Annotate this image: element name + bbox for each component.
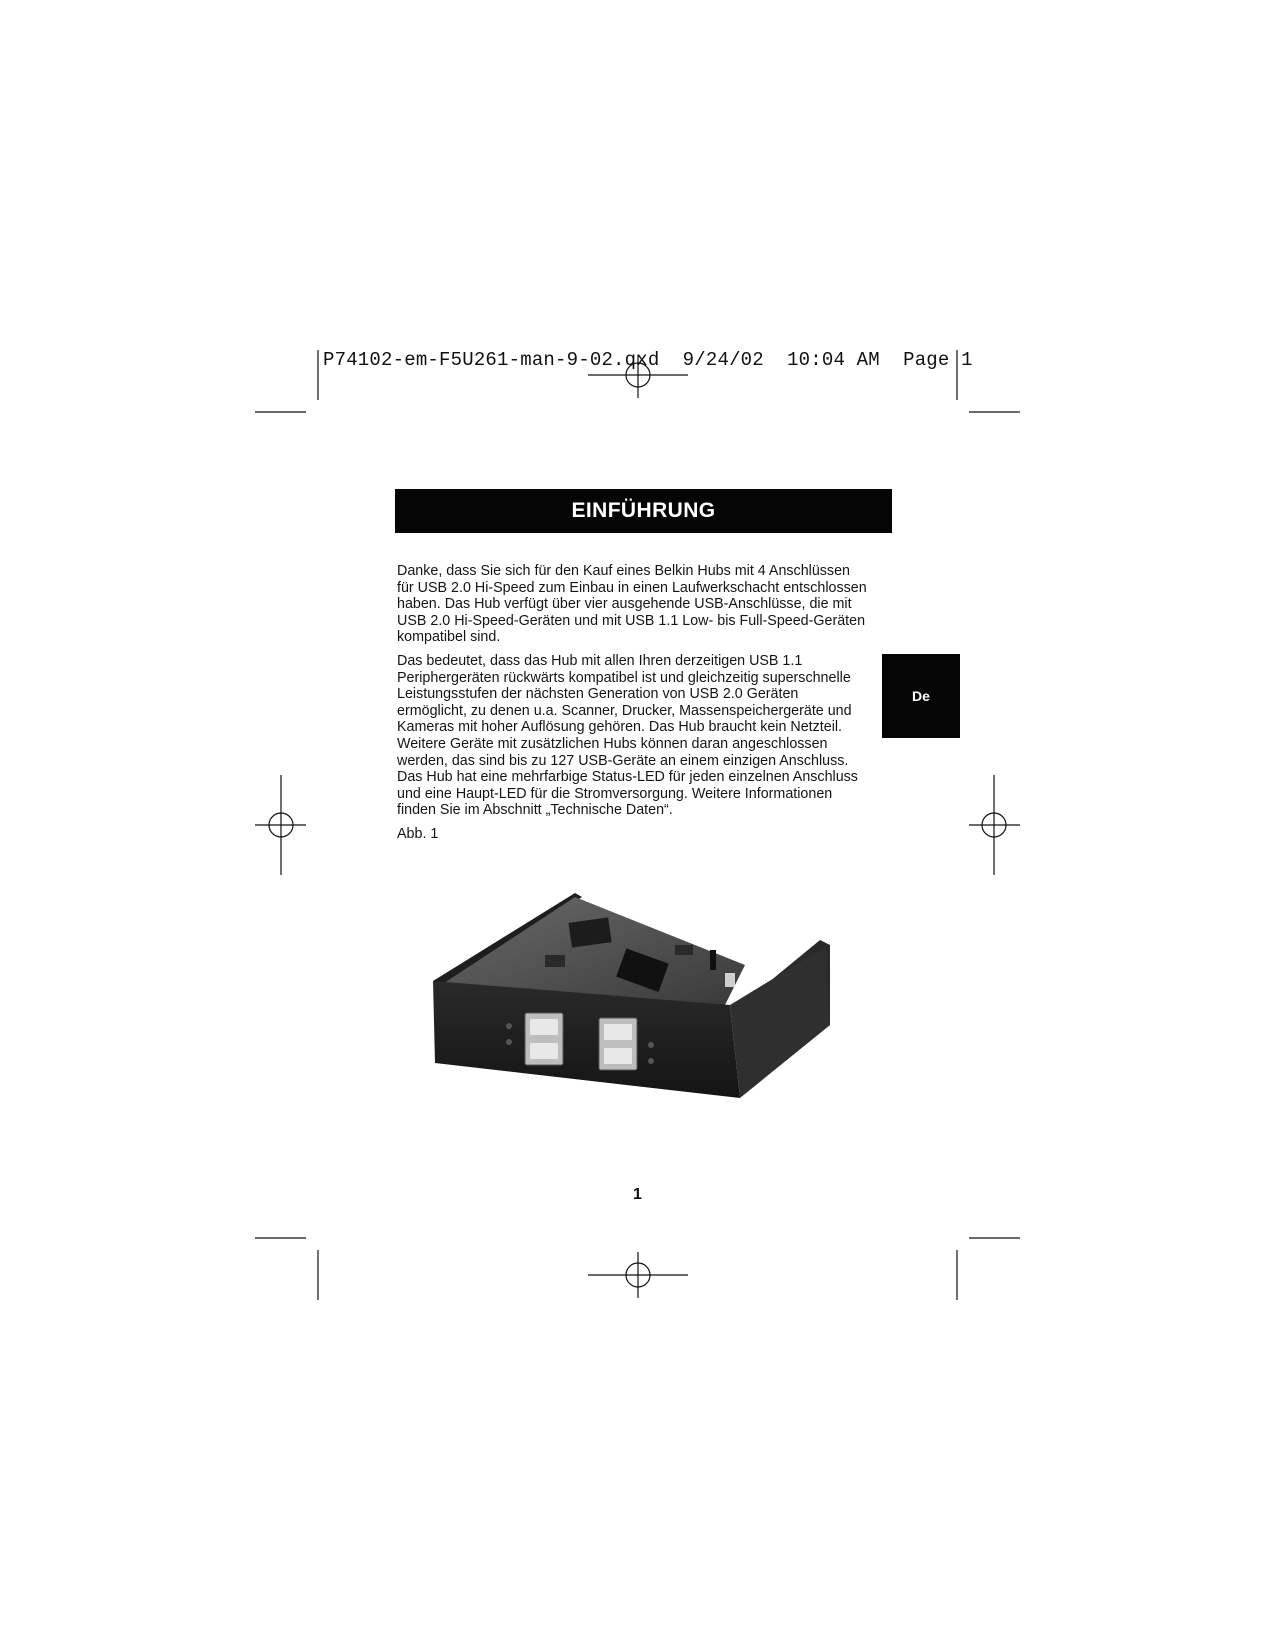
registration-mark-left [255, 775, 306, 875]
print-slug-line: P74102-em-F5U261-man-9-02.qxd 9/24/02 10:04 AM Page 1 [323, 349, 973, 371]
section-title-bar [395, 489, 892, 533]
language-tab [882, 654, 960, 738]
registration-mark-right [969, 775, 1020, 875]
paragraph-details: Das bedeutet, dass das Hub mit allen Ihren derzeitigen USB 1.1 Periphergeräten rückwärts kompatibel ist und gleichzeitig superschnelle Leistungsstufen der nächsten Generation von USB 2.0 Geräten ermöglicht, zu denen u.a. Scanner, Drucker, Massenspeichergeräte und Kameras mit hoher Auflösung gehören. Das Hub braucht kein Netzteil. Weitere Geräte mit zusätzlichen Hubs können daran angeschlossen werden, das sind bis zu 127 USB-Geräte an einem einzigen Anschluss. Das Hub hat eine mehrfarbige Status-LED für jeden einzelnen Anschluss und eine Haupt-LED für die Stromversorgung. Weitere Informationen finden Sie im Abschnitt „Technische Daten“. [397, 652, 858, 819]
paragraph-intro: Danke, dass Sie sich für den Kauf eines Belkin Hubs mit 4 Anschlüssen für USB 2.0 Hi-Speed zum Einbau in einen Laufwerkschacht entschlossen haben. Das Hub verfügt über vier ausgehende USB-Anschlüsse, die mit USB 2.0 Hi-Speed-Geräten und mit USB 1.1 Low- bis Full-Speed-Geräten kompatibel sind. [397, 563, 867, 646]
section-title: EINFÜHRUNG [571, 499, 716, 522]
language-tab-label: De [912, 688, 930, 704]
registration-mark-top [588, 355, 688, 398]
figure-caption: Abb. 1 [397, 825, 439, 842]
body-text [397, 563, 867, 850]
registration-mark-bottom [588, 1252, 688, 1298]
page-number: 1 [633, 1186, 642, 1203]
usb-hub-product-photo [425, 885, 835, 1130]
